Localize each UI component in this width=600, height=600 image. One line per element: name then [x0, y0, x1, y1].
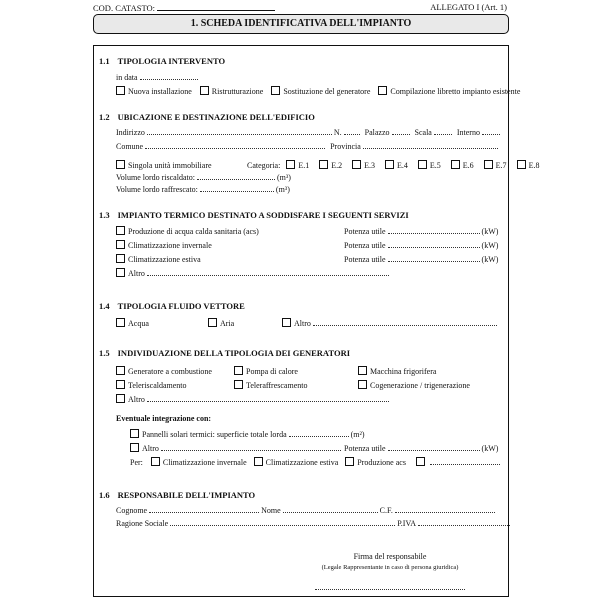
volume-raffrescato-label: Volume lordo raffrescato:	[116, 185, 198, 194]
intervento-options	[116, 86, 520, 96]
climatizzazione-estiva-checkbox[interactable]	[116, 254, 125, 263]
teleriscaldamento-checkbox[interactable]	[116, 380, 125, 389]
cod-catasto	[93, 2, 275, 13]
volume-raffrescato-field[interactable]	[200, 184, 274, 192]
sostituzione-checkbox[interactable]	[271, 86, 280, 95]
categoria-e4-checkbox[interactable]	[385, 160, 394, 169]
kw-unit: (kW)	[481, 255, 499, 264]
cognome-row	[116, 505, 495, 515]
gen-altro	[116, 394, 389, 404]
potenza-label: Potenza utile	[344, 444, 386, 453]
teleraffrescamento-checkbox[interactable]	[234, 380, 243, 389]
scala-field[interactable]	[434, 127, 452, 135]
indirizzo-label: Indirizzo	[116, 128, 145, 137]
category-label: E.8	[528, 161, 540, 170]
per-row	[130, 457, 500, 467]
provincia-field[interactable]	[363, 141, 498, 149]
cf-label: C.F.	[379, 506, 393, 515]
indirizzo-row	[116, 127, 500, 137]
volume-riscaldato-field[interactable]	[197, 172, 275, 180]
potenza-estiva	[344, 254, 498, 264]
option-label: Sostituzione del generatore	[283, 87, 371, 96]
section-number: 1.2	[99, 112, 110, 122]
option-label: Compilazione libretto impianto esistente	[390, 87, 521, 96]
altro-fluido-field[interactable]	[313, 318, 497, 326]
potenza-integrazione	[344, 443, 498, 453]
palazzo-field[interactable]	[392, 127, 410, 135]
category-label: E.3	[364, 161, 375, 170]
ragione-row	[116, 518, 510, 528]
integrazione-altro-row	[130, 443, 341, 453]
categoria-e8-checkbox[interactable]	[517, 160, 526, 169]
potenza-acs-field[interactable]	[388, 226, 480, 234]
altro-servizio-field[interactable]	[147, 268, 389, 276]
fluido-altro	[282, 318, 497, 328]
indirizzo-field[interactable]	[147, 127, 332, 135]
per-option-label: Climatizzazione estiva	[265, 458, 339, 467]
altro-integrazione-field[interactable]	[161, 443, 341, 451]
superficie-field[interactable]	[289, 429, 349, 437]
signature-title: Firma del responsabile	[353, 552, 427, 561]
category-label: E.1	[298, 161, 310, 170]
option-label: Ristrutturazione	[211, 87, 264, 96]
section-number: 1.6	[99, 490, 110, 500]
integrazione-heading: Eventuale integrazione con:	[116, 414, 212, 423]
interno-label: Interno	[456, 128, 480, 137]
provincia-label: Provincia	[330, 142, 361, 151]
altro-label: Altro	[128, 395, 145, 404]
category-label: E.7	[495, 161, 507, 170]
service-label: Climatizzazione estiva	[128, 255, 201, 264]
per-label: Per:	[130, 458, 143, 467]
option-label: Nuova installazione	[128, 87, 192, 96]
section-title: TIPOLOGIA INTERVENTO	[117, 56, 226, 66]
section-title: INDIVIDUAZIONE DELLA TIPOLOGIA DEI GENERATORI	[117, 348, 351, 358]
potenza-invernale	[344, 240, 498, 250]
generatore-combustione-checkbox[interactable]	[116, 366, 125, 375]
potenza-label: Potenza utile	[344, 227, 386, 236]
section-number: 1.4	[99, 301, 110, 311]
generatore-label: Cogenerazione / trigenerazione	[370, 381, 470, 390]
compilazione-checkbox[interactable]	[378, 86, 387, 95]
interno-field[interactable]	[482, 127, 500, 135]
singola-row	[116, 160, 212, 170]
gen-teleriscaldamento	[116, 380, 187, 390]
per-altro-checkbox[interactable]	[416, 457, 425, 466]
potenza-acs	[344, 226, 498, 236]
gen-pompa	[234, 366, 298, 376]
comune-field[interactable]	[145, 141, 325, 149]
altro-integrazione-checkbox[interactable]	[130, 443, 139, 452]
piva-field[interactable]	[418, 518, 510, 526]
macchina-frigorifera-checkbox[interactable]	[358, 366, 367, 375]
per-altro-field[interactable]	[430, 457, 500, 465]
pannelli-label: Pannelli solari termici: superficie totale lorda	[142, 430, 287, 439]
section-title: RESPONSABILE DELL'IMPIANTO	[117, 490, 256, 500]
generatore-label: Pompa di calore	[246, 367, 298, 376]
section-1-4-heading	[99, 301, 245, 311]
categoria-e3-checkbox[interactable]	[352, 160, 361, 169]
cod-catasto-label: COD. CATASTO:	[93, 3, 155, 13]
fluido-label: Altro	[294, 319, 311, 328]
numero-field[interactable]	[344, 127, 360, 135]
service-label: Climatizzazione invernale	[128, 241, 212, 250]
categoria-row	[247, 160, 539, 170]
potenza-integrazione-field[interactable]	[388, 443, 480, 451]
pompa-calore-checkbox[interactable]	[234, 366, 243, 375]
acs-checkbox[interactable]	[116, 226, 125, 235]
page-title: 1. SCHEDA IDENTIFICATIVA DELL'IMPIANTO	[93, 14, 509, 34]
section-title: TIPOLOGIA FLUIDO VETTORE	[117, 301, 245, 311]
generatore-label: Teleriscaldamento	[128, 381, 187, 390]
kw-unit: (kW)	[481, 227, 499, 236]
cod-catasto-field[interactable]	[157, 2, 275, 11]
section-number: 1.3	[99, 210, 110, 220]
potenza-invernale-field[interactable]	[388, 240, 480, 248]
ristrutturazione-checkbox[interactable]	[200, 86, 209, 95]
comune-row	[116, 141, 498, 151]
gen-combustione	[116, 366, 212, 376]
categoria-e1-checkbox[interactable]	[286, 160, 295, 169]
cogenerazione-checkbox[interactable]	[358, 380, 367, 389]
ragione-sociale-field[interactable]	[170, 518, 395, 526]
service-acs	[116, 226, 259, 236]
unit-label: (m³)	[275, 185, 290, 194]
potenza-label: Potenza utile	[344, 255, 386, 264]
scala-label: Scala	[414, 128, 432, 137]
pannelli-row	[130, 429, 365, 439]
nuova-installazione-checkbox[interactable]	[116, 86, 125, 95]
potenza-label: Potenza utile	[344, 241, 386, 250]
generatore-label: Macchina frigorifera	[370, 367, 437, 376]
generatore-label: Teleraffrescamento	[246, 381, 308, 390]
volume-riscaldato-row	[116, 172, 291, 182]
cognome-label: Cognome	[116, 506, 148, 515]
climatizzazione-invernale-checkbox[interactable]	[116, 240, 125, 249]
gen-frigorifera	[358, 366, 436, 376]
cognome-field[interactable]	[149, 505, 259, 513]
cf-field[interactable]	[395, 505, 495, 513]
volume-riscaldato-label: Volume lordo riscaldato:	[116, 173, 195, 182]
altro-generatore-field[interactable]	[147, 394, 389, 402]
ragione-sociale-label: Ragione Sociale	[116, 519, 169, 528]
palazzo-label: Palazzo	[364, 128, 390, 137]
categoria-e7-checkbox[interactable]	[484, 160, 493, 169]
per-option-label: Climatizzazione invernale	[162, 458, 247, 467]
kw-unit: (kW)	[481, 241, 499, 250]
comune-label: Comune	[116, 142, 144, 151]
section-title: UBICAZIONE E DESTINAZIONE DELL'EDIFICIO	[117, 112, 315, 122]
per-acs-checkbox[interactable]	[345, 457, 354, 466]
allegato-label: ALLEGATO I (Art. 1)	[430, 2, 507, 12]
section-1-2-heading	[99, 112, 315, 122]
nome-field[interactable]	[283, 505, 378, 513]
gen-teleraffrescamento	[234, 380, 307, 390]
service-estiva	[116, 254, 201, 264]
altro-fluido-checkbox[interactable]	[282, 318, 291, 327]
altro-label: Altro	[128, 269, 145, 278]
fluido-aria	[208, 318, 234, 328]
per-option-label: Produzione acs	[357, 458, 406, 467]
aria-checkbox[interactable]	[208, 318, 217, 327]
altro-servizio-checkbox[interactable]	[116, 268, 125, 277]
generatore-label: Generatore a combustione	[128, 367, 212, 376]
section-1-6-heading	[99, 490, 255, 500]
section-title: IMPIANTO TERMICO DESTINATO A SODDISFARE I SEGUENTI SERVIZI	[117, 210, 409, 220]
per-estiva-checkbox[interactable]	[254, 457, 263, 466]
categoria-e2-checkbox[interactable]	[319, 160, 328, 169]
signature-subtitle: (Legale Rappresentante in caso di persona giuridica)	[321, 564, 459, 571]
nome-label: Nome	[261, 506, 281, 515]
in-data-field[interactable]	[140, 72, 198, 80]
gen-cogenerazione	[358, 380, 470, 390]
categoria-label: Categoria:	[247, 161, 281, 170]
kw-unit: (kW)	[481, 444, 499, 453]
categoria-e5-checkbox[interactable]	[418, 160, 427, 169]
fluido-acqua	[116, 318, 149, 328]
altro-generatore-checkbox[interactable]	[116, 394, 125, 403]
piva-label: P.IVA	[397, 519, 416, 528]
categoria-e6-checkbox[interactable]	[451, 160, 460, 169]
category-label: E.2	[331, 161, 343, 170]
signature-field[interactable]	[315, 583, 465, 590]
numero-label: N.	[333, 128, 342, 137]
category-label: E.6	[462, 161, 474, 170]
section-1-5-heading	[99, 348, 350, 358]
service-label: Produzione di acqua calda sanitaria (acs)	[128, 227, 259, 236]
in-data-label: in data	[116, 73, 138, 82]
service-invernale	[116, 240, 212, 250]
in-data-row	[116, 72, 198, 82]
service-altro	[116, 268, 389, 278]
section-number: 1.5	[99, 348, 110, 358]
potenza-estiva-field[interactable]	[388, 254, 480, 262]
pannelli-solari-checkbox[interactable]	[130, 429, 139, 438]
section-1-3-heading	[99, 210, 409, 220]
volume-raffrescato-row	[116, 184, 290, 194]
section-1-1-heading	[99, 56, 225, 66]
altro-label: Altro	[142, 444, 159, 453]
acqua-checkbox[interactable]	[116, 318, 125, 327]
m2-unit: (m²)	[350, 430, 365, 439]
singola-unita-checkbox[interactable]	[116, 160, 125, 169]
category-label: E.5	[429, 161, 441, 170]
fluido-label: Acqua	[128, 319, 149, 328]
unit-label: (m³)	[276, 173, 291, 182]
category-label: E.4	[397, 161, 408, 170]
section-number: 1.1	[99, 56, 110, 66]
singola-label: Singola unità immobiliare	[128, 161, 212, 170]
per-invernale-checkbox[interactable]	[151, 457, 160, 466]
fluido-label: Aria	[220, 319, 235, 328]
